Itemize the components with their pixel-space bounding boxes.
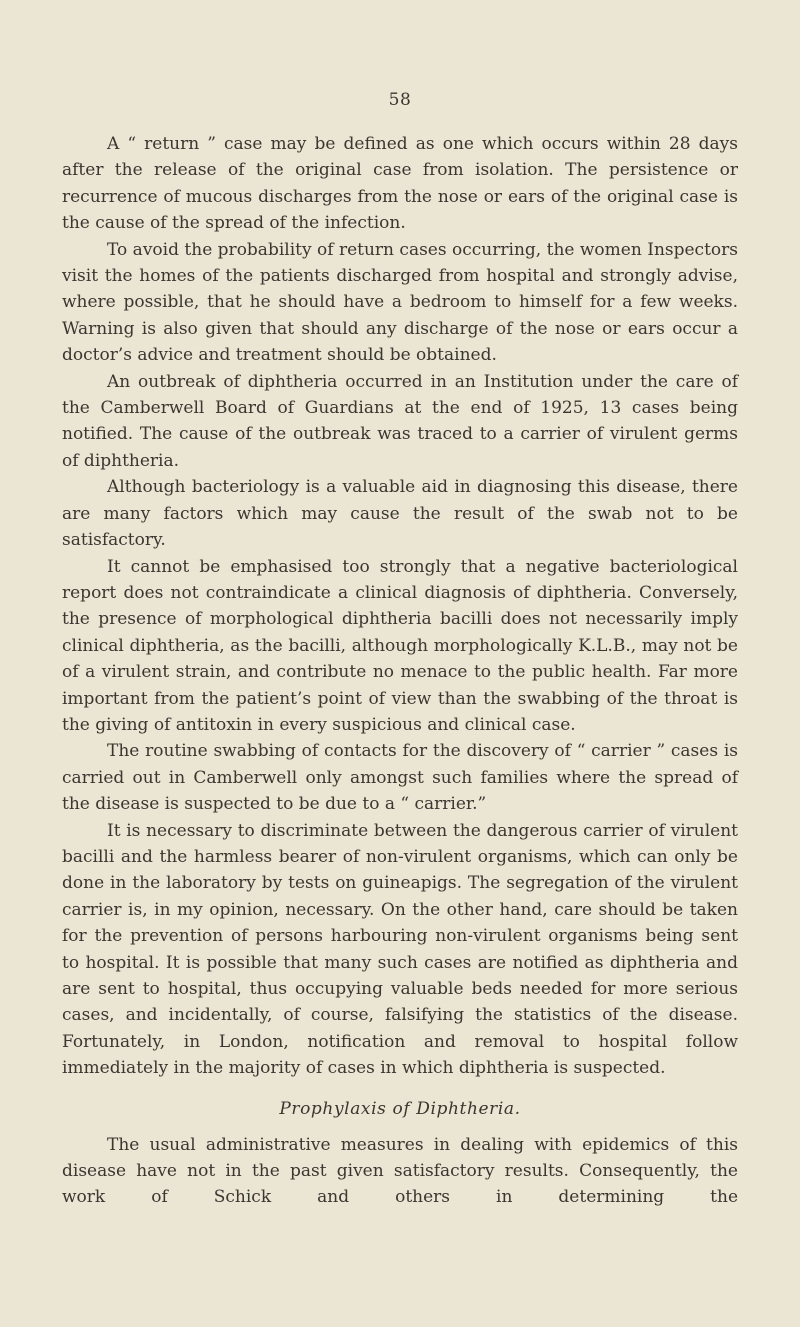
paragraph-routine-swabbing: The routine swabbing of contacts for the discovery of “ carrier ” cases is carried out in Camberwell only amongst such families where the spread of the disease is suspected to be due to a “ carrier.” bbox=[62, 741, 738, 815]
page-number: 58 bbox=[388, 90, 412, 110]
body-text bbox=[62, 131, 738, 1211]
paragraph-institution-outbreak: An outbreak of diphtheria occurred in an Institution under the care of the Camberwell Board of Guardians at the end of 1925, 13 cases being notified. The cause of the outbreak was traced to a carrier of virulent germs of diphtheria. bbox=[62, 371, 738, 471]
section-heading: Prophylaxis of Diphtheria. bbox=[279, 1098, 521, 1119]
paragraph-administrative-measures: The usual administrative measures in dealing with epidemics of this disease have not in the past given satisfactory results. Consequently, the work of Schick and others in determining the bbox=[62, 1134, 738, 1208]
paragraph-avoid-return-cases: To avoid the probability of return cases occurring, the women Inspectors visit the homes of the patients discharged from hospital and strongly advise, where possible, that he should have a bedroom to himself for a few weeks. Warning is also given that should any discharge of the nose or ears occur a doctor’s advice and treatment should be obtained. bbox=[62, 239, 738, 366]
paragraph-carrier-discrimination: It is necessary to discriminate between the dangerous carrier of virulent bacilli and the harmless bearer of non-virulent organisms, which can only be done in the laboratory by tests on guineapigs. The segregation of the virulent carrier is, in my opinion, necessary. On the other hand, care should be taken for the prevention of persons harbouring non-virulent organisms being sent to hospital. It is possible that many such cases are notified as diphtheria and are sent to hospital, thus occupying valuable beds needed for more serious cases, and incidentally, of course, falsifying the statistics of the disease. Fortunately, in London, notification and removal to hospital follow immediately in the majority of cases in which diphtheria is suspected. bbox=[62, 820, 738, 1079]
paragraph-negative-report: It cannot be emphasised too strongly that a negative bacteriological report does not contraindicate a clinical diagnosis of diphtheria. Conversely, the presence of morphological diphtheria bacilli does not necessarily imply clinical diphtheria, as the bacilli, although morphologically K.L.B., may not be of a virulent strain, and contribute no menace to the public health. Far more important from the patient’s point of view than the swabbing of the throat is the giving of antitoxin in every suspicious and clinical case. bbox=[62, 556, 738, 735]
paragraph-bacteriology: Although bacteriology is a valuable aid in diagnosing this disease, there are many factors which may cause the result of the swab not to be satisfactory. bbox=[62, 477, 738, 551]
paragraph-return-case: A “ return ” case may be defined as one which occurs within 28 days after the release of the original case from isolation. The persistence or recurrence of mucous discharges from the nose or ears of the original case is the cause of the spread of the infection. bbox=[62, 134, 738, 234]
